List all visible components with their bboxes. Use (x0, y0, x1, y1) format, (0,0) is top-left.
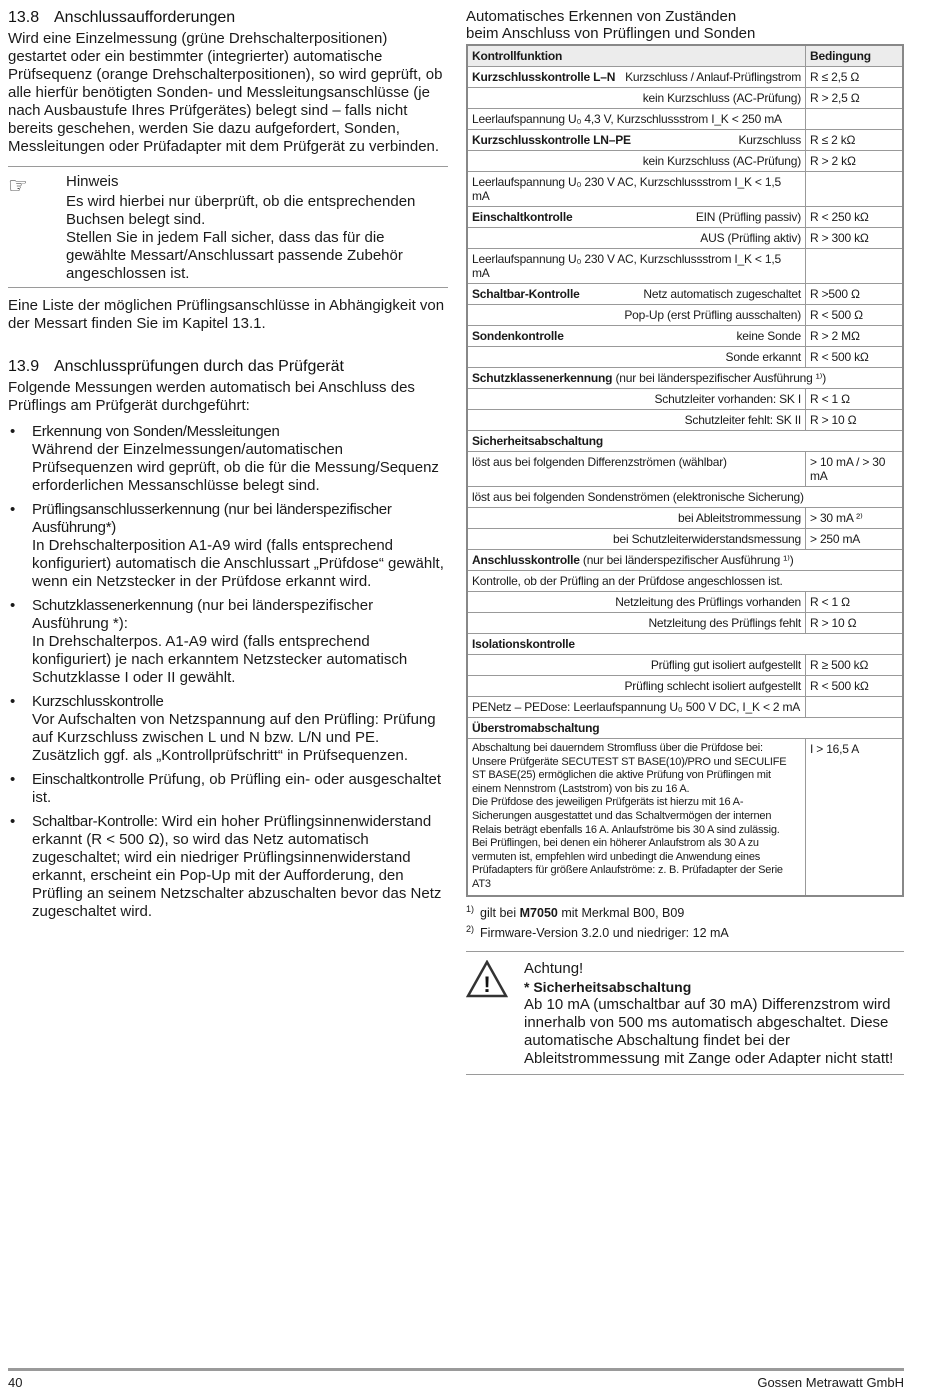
company-name: Gossen Metrawatt GmbH (757, 1375, 904, 1390)
list-item-suffix: (nur bei länderspezifischer Ausführung*) (32, 501, 392, 536)
check-list (8, 423, 448, 921)
row-condition-empty (806, 249, 904, 284)
footnote-1 (466, 901, 904, 921)
row-group-label: Sondenkontrolle (472, 329, 564, 343)
row-label: Netzleitung des Prüflings fehlt (467, 613, 806, 634)
row-condition: R > 10 Ω (806, 410, 904, 431)
row-condition: R ≤ 2,5 Ω (806, 67, 904, 88)
overcurrent-text-3: Die Prüfdose des jeweiligen Prüfgeräts ist hierzu mit 16 A-Sicherungen ausgestattet und das Schaltvermögen der internen Relais beträgt ebenfalls 16 A. Anlaufströme bis 30 A sind zulässig. (472, 796, 780, 836)
list-item (8, 423, 448, 495)
row-label: Schutzleiter vorhanden: SK I (467, 389, 806, 410)
list-item (8, 813, 448, 921)
warning-title: Achtung! (524, 959, 584, 977)
row-label: Prüfling gut isoliert aufgestellt (467, 655, 806, 676)
list-item-text: In Drehschalterpos. A1-A9 wird (falls entsprechend konfiguriert) je nach erkanntem Netzstecker automatisch Schutzklasse I oder II gewählt. (32, 633, 408, 686)
table-row (467, 172, 903, 207)
row-label: AUS (Prüfling aktiv) (467, 228, 806, 249)
row-condition: R < 500 kΩ (806, 676, 904, 697)
row-group-label: Kurzschlusskontrolle L–N (472, 70, 616, 84)
column-header-condition: Bedingung (806, 45, 904, 67)
row-label: Kontrolle, ob der Prüfling an der Prüfdose angeschlossen ist. (467, 571, 903, 592)
section-number: 13.9 (8, 358, 40, 375)
table-row (467, 676, 903, 697)
row-condition: R < 250 kΩ (806, 207, 904, 228)
footnote-text: Firmware-Version 3.2.0 und niedriger: 12 mA (480, 925, 729, 940)
list-item-text: In Drehschalterposition A1-A9 wird (falls entsprechend konfiguriert) automatisch die Anschlussart „Prüfdose“ gewählt, wenn ein Netzstecker in der Prüfdose erkannt wird. (32, 537, 444, 590)
table-row (467, 571, 903, 592)
row-label: bei Ableitstrommessung (467, 508, 806, 529)
table-row (467, 431, 903, 452)
footnote-text: mit Merkmal B00, B09 (557, 905, 685, 920)
footnotes (466, 901, 904, 941)
table-row (467, 487, 903, 508)
connection-list-reference: Eine Liste der möglichen Prüflingsanschlüsse in Abhängigkeit von der Messart finden Sie im Kapitel 13.1. (8, 297, 445, 332)
list-item-text: Während der Einzelmessungen/automatischen Prüfsequenzen wird geprüft, ob die für die Messung/Sequenz erforderlichen Messanschlüsse belegt sind. (32, 441, 439, 494)
table-row (467, 389, 903, 410)
row-label: Kurzschluss (738, 133, 801, 147)
row-condition: R < 500 Ω (806, 305, 904, 326)
table-row (467, 452, 903, 487)
table-row (467, 739, 903, 896)
table-heading-line-2: beim Anschluss von Prüflingen und Sonden (466, 25, 756, 42)
row-condition: R > 2,5 Ω (806, 88, 904, 109)
table-row (467, 88, 903, 109)
row-label: bei Schutzleiterwiderstandsmessung (467, 529, 806, 550)
row-group-label: Kurzschlusskontrolle LN–PE (472, 133, 631, 147)
row-label: PENetz – PEDose: Leerlaufspannung U₀ 500 V DC, I_K < 2 mA (467, 697, 806, 718)
list-item-head: Schutzklassenerkennung (32, 597, 194, 614)
control-function-table (466, 44, 904, 897)
table-row (467, 655, 903, 676)
section-13-9-heading (8, 357, 448, 377)
table-row (467, 207, 903, 228)
table-row (467, 284, 903, 305)
list-item (8, 501, 448, 591)
row-label: Leerlaufspannung U₀ 230 V AC, Kurzschlussstrom I_K < 1,5 mA (467, 172, 806, 207)
footnote-mark: 2) (466, 923, 475, 934)
section-13-8-heading (8, 8, 448, 28)
table-row (467, 634, 903, 655)
list-item (8, 597, 448, 687)
row-label: Leerlaufspannung U₀ 230 V AC, Kurzschlussstrom I_K < 1,5 mA (467, 249, 806, 284)
warning-box (466, 951, 904, 1075)
row-label: Schutzleiter fehlt: SK II (467, 410, 806, 431)
row-label: Netz automatisch zugeschaltet (643, 287, 801, 301)
row-label: löst aus bei folgenden Differenzströmen (wählbar) (467, 452, 806, 487)
list-item-head: Prüflingsanschlusserkennung (32, 501, 220, 518)
row-condition: R < 1 Ω (806, 389, 904, 410)
overcurrent-text-1: Abschaltung bei dauerndem Stromfluss über die Prüfdose bei: (472, 742, 763, 754)
footnote-text: gilt bei (480, 905, 520, 920)
hint-text-1: Es wird hierbei nur überprüft, ob die entsprechenden Buchsen belegt sind. (66, 193, 416, 228)
section-number: 13.8 (8, 9, 40, 26)
table-row (467, 347, 903, 368)
table-row (467, 228, 903, 249)
row-condition-empty (806, 109, 904, 130)
row-condition-empty (806, 697, 904, 718)
row-group-label: Schaltbar-Kontrolle (472, 287, 580, 301)
table-row (467, 697, 903, 718)
row-label: Prüfling schlecht isoliert aufgestellt (467, 676, 806, 697)
table-row (467, 718, 903, 739)
column-header-function: Kontrollfunktion (467, 45, 806, 67)
row-condition: R > 2 kΩ (806, 151, 904, 172)
section-title: Anschlussprüfungen durch das Prüfgerät (54, 358, 344, 375)
list-item-text: Prüfung, ob Prüfling ein- oder ausgeschaltet ist. (32, 771, 442, 806)
row-condition: R ≥ 500 kΩ (806, 655, 904, 676)
row-group-label: Isolationskontrolle (467, 634, 903, 655)
footnote-mark: 1) (466, 903, 475, 914)
footnote-bold: M7050 (519, 905, 558, 920)
list-item (8, 771, 448, 807)
row-label: keine Sonde (736, 329, 801, 343)
list-item-text: Vor Aufschalten von Netzspannung auf den Prüfling: Prüfung auf Kurzschluss zwischen L und N bzw. L/N und PE. Zusätzlich ggf. als „Kontrollprüfschritt“ in Prüfsequenzen. (32, 711, 436, 764)
page-number: 40 (8, 1375, 23, 1390)
row-condition: R >500 Ω (806, 284, 904, 305)
table-row (467, 326, 903, 347)
right-column (466, 8, 904, 1075)
list-item-head: Einschaltkontrolle (32, 771, 145, 788)
hint-text-2: Stellen Sie in jedem Fall sicher, dass das für die gewählte Messart/Anschlussart passende Zubehör angeschlossen ist. (66, 229, 403, 282)
pointing-hand-icon: ☞ (8, 173, 28, 198)
overcurrent-text-4: Bei Prüflingen, bei denen ein höherer Anlaufstrom als 30 A zu vermuten ist, empfehlen wird unbedingt die Anwendung eines Prüfadapters für größere Anlaufströme: z. B. Prüfadapter der Serie AT3 (472, 837, 783, 890)
table-row (467, 67, 903, 88)
row-group-label: Sicherheitsabschaltung (467, 431, 903, 452)
row-condition-empty (806, 172, 904, 207)
row-group-label: Anschlusskontrolle (472, 553, 580, 567)
table-row (467, 592, 903, 613)
list-item (8, 693, 448, 765)
table-row (467, 368, 903, 389)
row-condition: > 30 mA ²⁾ (806, 508, 904, 529)
table-row (467, 529, 903, 550)
table-row (467, 508, 903, 529)
table-row (467, 249, 903, 284)
list-item-suffix: (nur bei länderspezifischer Ausführung *): (32, 597, 374, 632)
row-label: Leerlaufspannung U₀ 4,3 V, Kurzschlussstrom I_K < 250 mA (467, 109, 806, 130)
row-label: löst aus bei folgenden Sondenströmen (elektronische Sicherung) (467, 487, 903, 508)
hint-title: Hinweis (66, 173, 119, 190)
hint-box (8, 166, 448, 288)
list-item-head: Erkennung von Sonden/Messleitungen (32, 423, 280, 440)
warning-text: Ab 10 mA (umschaltbar auf 30 mA) Differenzstrom wird innerhalb von 500 ms automatisch abgeschaltet. Diese automatische Abschaltung findet bei der Ableitstrommessung mit Zange oder Adapter nicht statt! (524, 995, 894, 1067)
section-13-9-intro: Folgende Messungen werden automatisch bei Anschluss des Prüflings am Prüfgerät durchgeführt: (8, 379, 415, 414)
overcurrent-text-2: Unsere Prüfgeräte SECUTEST ST BASE(10)/PRO und SECULIFE ST BASE(25) ermöglichen die aktive Prüfung von Prüflingen mit einem Nennstrom (Laststrom) von bis zu 16 A. (472, 755, 787, 795)
table-row (467, 305, 903, 326)
row-label: Sonde erkannt (467, 347, 806, 368)
table-row (467, 613, 903, 634)
row-group-suffix: (nur bei länderspezifischer Ausführung ¹⁾) (579, 553, 794, 567)
row-group-label: Überstromabschaltung (467, 718, 903, 739)
row-label: EIN (Prüfling passiv) (695, 210, 801, 224)
row-group-suffix: (nur bei länderspezifischer Ausführung ¹⁾) (612, 371, 827, 385)
table-row (467, 130, 903, 151)
row-condition: R < 500 kΩ (806, 347, 904, 368)
table-heading (466, 8, 904, 42)
list-item-head: Schaltbar-Kontrolle: (32, 813, 158, 830)
row-condition: R > 10 Ω (806, 613, 904, 634)
row-condition: > 10 mA / > 30 mA (806, 452, 904, 487)
svg-text:!: ! (483, 971, 491, 997)
warning-triangle-icon (466, 960, 524, 1068)
left-column (8, 8, 448, 927)
row-label: kein Kurzschluss (AC-Prüfung) (467, 88, 806, 109)
table-row (467, 109, 903, 130)
row-condition: R > 300 kΩ (806, 228, 904, 249)
row-condition: R ≤ 2 kΩ (806, 130, 904, 151)
table-row (467, 151, 903, 172)
row-label: kein Kurzschluss (AC-Prüfung) (467, 151, 806, 172)
section-title: Anschlussaufforderungen (54, 9, 236, 26)
list-item-text: Wird ein hoher Prüflingsinnenwiderstand erkannt (R < 500 Ω), so wird das Netz automatisch zugeschaltet; wird ein niedriger Prüflingsinnenwiderstand erkannt, erscheint ein Pop-Up mit der Aufforderung, den Prüfling an seinem Netzschalter abzuschalten bevor das Netz zugeschaltet wird. (32, 813, 442, 920)
footer-rule (8, 1368, 904, 1371)
footnote-2 (466, 921, 904, 941)
table-row (467, 550, 903, 571)
row-label: Kurzschluss / Anlauf-Prüflingstrom (625, 70, 801, 84)
table-row (467, 410, 903, 431)
row-label: Pop-Up (erst Prüfling ausschalten) (467, 305, 806, 326)
row-condition: R > 2 MΩ (806, 326, 904, 347)
row-group-label: Schutzklassenerkennung (472, 371, 613, 385)
table-heading-line-1: Automatisches Erkennen von Zuständen (466, 8, 737, 25)
row-group-label: Einschaltkontrolle (472, 210, 573, 224)
row-condition: I > 16,5 A (806, 739, 904, 896)
list-item-head: Kurzschlusskontrolle (32, 693, 164, 710)
table-header-row (467, 45, 903, 67)
warning-subtitle: * Sicherheitsabschaltung (524, 978, 692, 995)
row-condition: R < 1 Ω (806, 592, 904, 613)
section-13-8-paragraph: Wird eine Einzelmessung (grüne Drehschalterpositionen) gestartet oder ein bestimmter (integrierter) automatische Prüfsequenz (orange Drehschalterpositionen), so wird geprüft, ob alle hierfür benötigten Sonden- und Messleitungsanschlüsse (je nach Ausbaustufe Ihres Prüfgerätes) belegt sind – falls nicht bereits geschehen, werden Sie dazu aufgefordert, Sonden, Messleitungen oder Prüfadapter mit dem Prüfgerät zu verbinden. (8, 30, 443, 155)
row-condition: > 250 mA (806, 529, 904, 550)
row-label: Netzleitung des Prüflings vorhanden (467, 592, 806, 613)
